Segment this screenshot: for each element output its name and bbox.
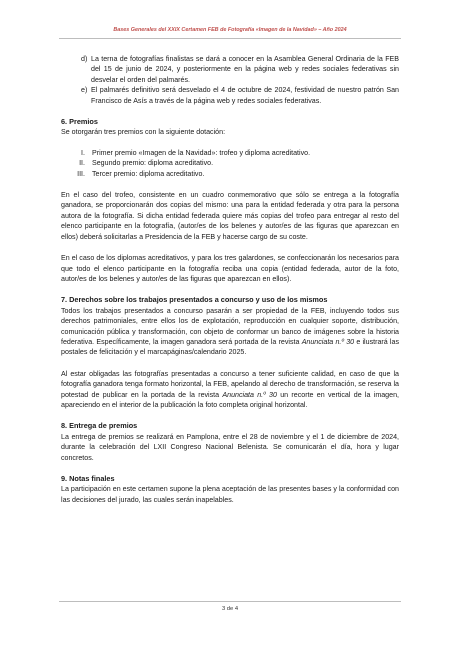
section-intro: Se otorgarán tres premios con la siguiente dotación: <box>61 128 226 137</box>
footer-divider <box>59 601 401 602</box>
section-heading-premios: 6. Premios <box>61 117 98 127</box>
list-item-e <box>61 85 399 106</box>
paragraph-derechos: Todos los trabajos presentados a concurso pasarán a ser propiedad de la FEB, incluyendo todos sus derechos patrimoniales, entre ellos los de explotación, reproducción en cualquier soporte, distribución, comunicación pública y transformación, con objeto de conformar un banco de imágenes sobre la historia federativa. Específicamente, la imagen ganadora será portada de la revista Anunciata n.º 30 e ilustrará las postales de felicitación y el marcapáginas/calendario 2025. <box>61 306 400 357</box>
prize-text: Primer premio «Imagen de la Navidad»: trofeo y diploma acreditativo. <box>92 148 311 157</box>
list-item-text: La terna de fotografías finalistas se dará a conocer en la Asamblea General Ordinaria de la FEB del 15 de junio de 2024, y posteriormente en la página web y redes sociales federativas sin desvelar el orden del palmarés. <box>91 55 399 84</box>
paragraph-diplomas: En el caso de los diplomas acreditativos, y para los tres galardones, se confeccionarán los necesarios para que todo el elenco participante en la fotografía reciba una copia (entidad federada, autor de la foto, autor/es de los belenes y autor/es de las figuras que aparezcan en ellos). <box>61 254 399 283</box>
paragraph-entrega: La entrega de premios se realizará en Pamplona, entre el 28 de noviembre y el 1 de diciembre de 2024, durante la celebración del LXII Congreso Nacional Belenista. Se comunicarán el día, hora y lugar concretos. <box>61 432 399 462</box>
section-heading-notas: 9. Notas finales <box>61 474 115 483</box>
list-marker: III. <box>77 169 85 178</box>
magazine-title: Anunciata n.º 30 <box>222 390 277 399</box>
section-heading-entrega: 8. Entrega de premios <box>61 421 138 431</box>
prize-text: Segundo premio: diploma acreditativo. <box>92 159 214 168</box>
prize-item-2 <box>61 158 399 168</box>
list-marker: d) <box>81 55 88 63</box>
magazine-title: Anunciata n.º 30 <box>301 337 355 346</box>
paragraph-notas: La participación en este certamen supone la plena aceptación de las presentes bases y la conformidad con las decisiones del jurado, las cuales serán inapelables. <box>61 485 399 504</box>
prize-text: Tercer premio: diploma acreditativo. <box>92 169 205 178</box>
list-item-d <box>61 54 399 85</box>
section-heading-derechos: 7. Derechos sobre los trabajos presentados a concurso y uso de los mismos <box>61 295 328 305</box>
list-marker: I. <box>81 148 85 157</box>
header-divider <box>59 38 401 39</box>
paragraph-formato: Al estar obligadas las fotografías presentadas a concurso a tener suficiente calidad, en caso de que la fotografía ganadora tenga formato horizontal, la FEB, apelando al derecho de transformación, se reserva la potestad de publicar en la portada de la revista Anunciata n.º 30 un recorte en vertical de la imagen, apareciendo en el interior de la publicación la foto completa original horizontal. <box>61 369 399 409</box>
list-marker: II. <box>79 159 85 168</box>
document-body <box>61 54 399 505</box>
paragraph-trofeo: En el caso del trofeo, consistente en un cuadro conmemorativo que sólo se entrega a la fotografía ganadora, se proporcionarán dos copias del mismo: una para la entidad federada y otra para la persona autora de la fotografía. Si dicha entidad federada quiere más copias del trofeo para entregar al resto del elenco participante en la fotografía, (autor/es de los belenes y autor/es de las figuras que aparezcan en ellos) deberá solicitarlas a Presidencia de la FEB y hacerse cargo de su coste. <box>61 191 399 241</box>
list-marker: e) <box>81 86 88 95</box>
prize-item-3 <box>61 169 399 179</box>
page-header: Bases Generales del XXIX Certamen FEB de Fotografía «Imagen de la Navidad» – Año 2024 <box>113 27 347 33</box>
page-number: 3 de 4 <box>221 606 239 612</box>
list-item-text: El palmarés definitivo será desvelado el 4 de octubre de 2024, festividad de nuestro patrón San Francisco de Asís a través de la página web y redes sociales federativas. <box>91 86 399 105</box>
prize-item-1 <box>61 148 399 158</box>
